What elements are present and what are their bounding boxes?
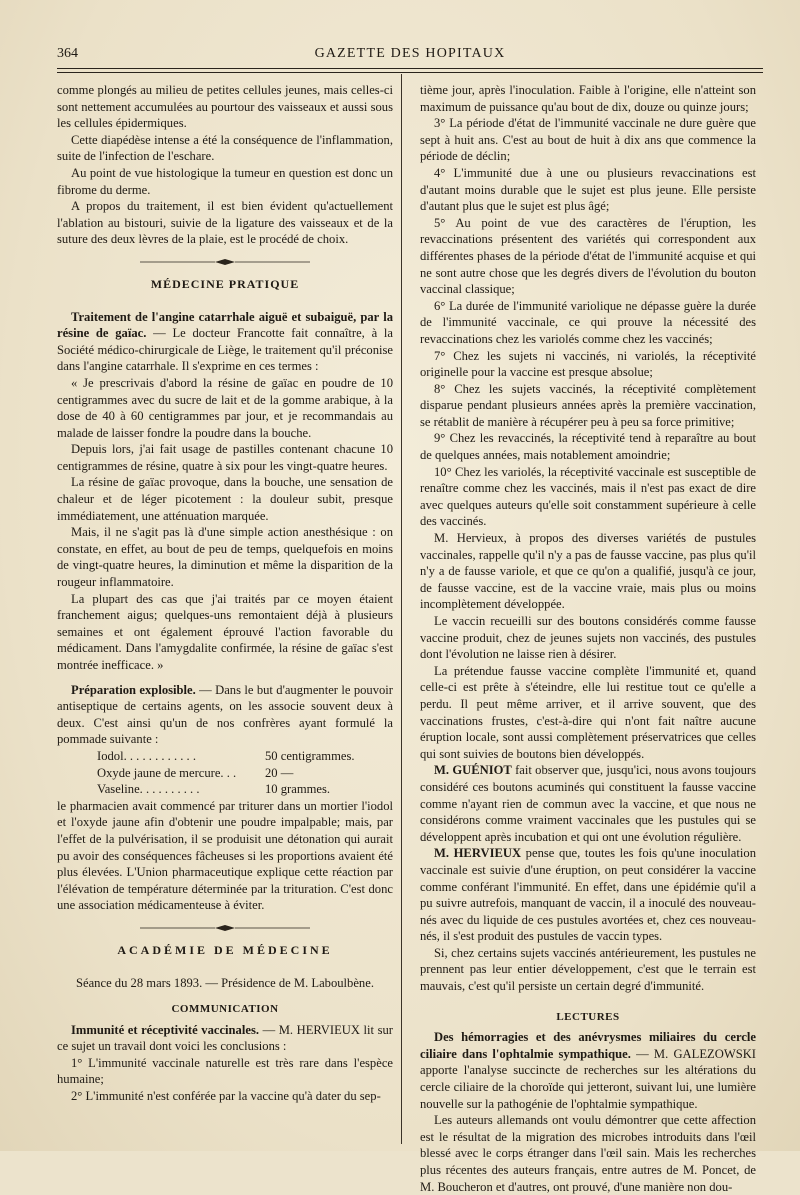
conclusion-item: 4° L'immunité due à une ou plusieurs revaccinations est d'autant moins durable que le sujet est plus jeune. Elle persiste d'autant plus que le sujet est plus âgé; xyxy=(420,165,756,214)
paragraph: Au point de vue histologique la tumeur en question est donc un fibrome du derme. xyxy=(57,165,393,197)
paragraph: M. Hervieux, à propos des diverses variétés de pustules vaccinales, rappelle qu'il n'y a pas de fausse vaccine, pas plus qu'il n'y a de fausse variole, et que ce qu'on a qualifié, jusqu'à ce jour, de fausse vaccine, est de la vaccine vraie, mais plus ou moins incomplètement développée. xyxy=(420,531,756,612)
seance-line: Séance du 28 mars 1893. — Présidence de M. Laboulbène. xyxy=(76,975,374,990)
speaker-name: M. HERVIEUX xyxy=(434,846,522,861)
subheading-communication: COMMUNICATION xyxy=(171,1003,279,1016)
article-title: Des hémorragies et des anévrysmes miliaires du cercle ciliaire dans l'ophtalmie sympathique. xyxy=(420,1030,756,1061)
conclusion-item: 10° Chez les variolés, la réceptivité vaccinale est susceptible de renaître comme chez les vaccinés, mais il n'est pas exact de dire avec quelques auteurs qu'elle soit constamment supérieure à celle des vaccinés. xyxy=(420,464,756,529)
section-heading-medecine: MÉDECINE PRATIQUE xyxy=(150,276,300,291)
article-text: — M. GALEZOWSKI apporte l'analyse succincte de recherches sur les altérations du cercle ciliaire de la choroïde qui jetteront, suivant lui, une lumière nouvelle sur la pathogénie de l'ophtalmie sympathique. xyxy=(420,1046,756,1111)
ingredient: Iodol. . . . . . . . . . . . xyxy=(97,748,196,763)
subheading-lectures: LECTURES xyxy=(556,1010,620,1023)
paragraph-text: pense que, toutes les fois qu'une inoculation vaccinale est suivie d'une éruption, on peut considérer la vaccine comme conférant l'immunité. En effet, dans une épidémie qu'il a pu suivre autrefois, manquant de vaccin, il a inoculé des nouveau-nés avec du liquide de ces pustules avortées et, chez ces nouveau-nés, il s'est produit des pustules de vaccin types. xyxy=(420,846,756,944)
quote-paragraph: La résine de gaïac provoque, dans la bouche, une sensation de chaleur et de léger picotement : la douleur subit, presque immédiatement, une atténuation marquée. xyxy=(57,475,393,523)
conclusion-item: 1° L'immunité vaccinale naturelle est très rare dans l'espèce humaine; xyxy=(57,1055,393,1087)
conclusion-item: 6° La durée de l'immunité variolique ne dépasse guère la durée de l'immunité vaccinale, ce qui prouve la nécessité des revaccinations chez les variolés comme chez les vaccinés; xyxy=(420,298,756,346)
quote-paragraph: Mais, il ne s'agit pas là d'une simple action anesthésique : on constate, en effet, au bout de peu de temps, quelquefois en moins de vingt-quatre heures, la diminution et même la disparition de la rougeur inflammatoire. xyxy=(57,525,393,590)
prescription-line xyxy=(57,781,393,798)
paragraph-gueniot xyxy=(420,762,756,845)
page-number: 364 xyxy=(57,46,78,61)
left-column xyxy=(57,82,393,1105)
speaker-name: M. GUÉNIOT xyxy=(434,763,512,778)
section-heading-academie: ACADÉMIE DE MÉDECINE xyxy=(117,942,333,957)
section-ornament xyxy=(140,258,310,266)
paragraph: A propos du traitement, il est bien évident qu'actuellement l'ablation au bistouri, suivie de la ligature des vaisseaux et de la suture des deux lèvres de la plaie, est le procédé de choix. xyxy=(57,199,393,247)
article-title: Traitement de l'angine catarrhale aiguë et subaiguë, par la résine de gaïac. xyxy=(57,309,393,341)
conclusion-item: 3° La période d'état de l'immunité vaccinale ne dure guère que sept à huit ans. C'est au bout de huit à dix ans que commence la période de déclin; xyxy=(420,116,756,164)
paragraph: Si, chez certains sujets vaccinés antérieurement, les pustules ne prennent pas leur entier développement, c'est que le terrain est mauvais, c'est qu'il persiste un certain degré d'immunité. xyxy=(420,945,756,994)
quote-paragraph: La plupart des cas que j'ai traités par ce moyen étaient franchement aigus; quelques-uns remontaient déjà à plusieurs semaines et ont également éprouvé l'action favorable du médicament. Dans l'amygdalite confirmée, la résine de gaïac s'est montrée inefficace. » xyxy=(57,591,393,672)
article-preparation xyxy=(57,682,393,748)
conclusion-item: 7° Chez les sujets ni vaccinés, ni variolés, la réceptivité originelle pour la vaccine est presque absolue; xyxy=(420,348,756,380)
quote-paragraph: « Je prescrivais d'abord la résine de gaïac en poudre de 10 centigrammes avec du sucre de lait et de la gomme arabique, à la dose de 40 à 60 centigrammes par jour, et je recommandais au malade de laisser fondre la poudre dans la bouche. xyxy=(57,375,393,440)
quantity: 50 centigrammes. xyxy=(265,748,355,763)
article-text: — Dans le but d'augmenter le pouvoir antiseptique de certains agents, on les associe souvent deux à deux. C'est ainsi qu'un de nos confrères ayant formulé la pommade suivante : xyxy=(57,682,394,747)
paragraph: La prétendue fausse vaccine complète l'immunité et, quand celle-ci est prête à s'éteindre, elle lui restitue tout ce qu'elle a perdu. Il peut même arriver, et il arrive souvent, que des vaccinations frustes, c'est-à-dire qui n'ont fait naître aucune éruption locale, sont aussi complètement préservatrices que celles qui sont suivies de boutons bien développés. xyxy=(420,663,756,761)
article-text: — Le docteur Francotte fait connaître, à la Société médico-chirurgicale de Liège, le traitement qu'il préconise dans l'angine catarrhale. Il s'exprime en ces termes : xyxy=(57,326,393,374)
header-rule xyxy=(57,68,763,69)
article-immunite xyxy=(57,1022,393,1055)
article-hemorragies xyxy=(420,1029,756,1112)
prescription-line xyxy=(57,748,393,765)
article-title: Immunité et réceptivité vaccinales. xyxy=(71,1022,259,1037)
right-column xyxy=(420,82,756,1195)
journal-title: GAZETTE DES HOPITAUX xyxy=(314,46,506,61)
article-title: Préparation explosible. xyxy=(71,682,196,697)
paragraph-text: fait observer que, jusqu'ici, nous avons toujours considéré ces boutons acuminés qui constituent la fausse vaccine comme n'ayant rien de commun avec la vaccine, et que nous ne considérons comme vraiment vaccinales que les pustules qui se développent après incubation et qui ont une évolution régulière. xyxy=(420,763,757,844)
conclusion-item: 9° Chez les revaccinés, la réceptivité tend à reparaître au bout de quelques années, mais notablement amoindrie; xyxy=(420,431,756,463)
paragraph: Les auteurs allemands ont voulu démontrer que cette affection est le résultat de la migration des microbes introduits dans l'œil blessé avec le corps étranger dans l'œil sain. Mais les recherches plus récentes des auteurs français, entre autres de M. Poncet, de M. Boucheron et d'autres, ont prouvé, d'une manière non dou- xyxy=(420,1113,756,1194)
paragraph-hervieux xyxy=(420,845,756,945)
paragraph: Le vaccin recueilli sur des boutons considérés comme fausse vaccine produit, chez de jeunes sujets non vaccinés, des pustules dont l'évolution ne laisse rien à désirer. xyxy=(420,614,756,662)
ingredient: Oxyde jaune de mercure. . . xyxy=(97,765,237,780)
prescription-line xyxy=(57,765,393,782)
conclusion-item: 5° Au point de vue des caractères de l'éruption, les revaccinations présentent des variétés qui correspondent aux différentes phases de la période d'état de l'immunité acquise et qui ne sont autre chose que les degrés divers de l'évolution du bouton vaccinal classique; xyxy=(420,215,756,297)
column-divider xyxy=(401,74,402,1144)
paragraph: le pharmacien avait commencé par triturer dans un mortier l'iodol et l'oxyde jaune afin d'obtenir une poudre impalpable; mais, par l'effet de la pulvérisation, il se produisit une détonation qui aurait pu avoir des conséquences fâcheuses si les proportions avaient été plus élevées. L'Union pharmaceutique explique cette réaction par l'élévation de température déterminée par la trituration. C'est donc une association médicamenteuse à éviter. xyxy=(57,798,393,913)
quote-paragraph: Depuis lors, j'ai fait usage de pastilles contenant chacune 10 centigrammes de résine, quatre à six pour les vingt-quatre heures. xyxy=(57,442,393,473)
header-rule-double xyxy=(57,72,763,73)
quantity: 10 grammes. xyxy=(265,782,331,797)
article-angine xyxy=(57,309,393,375)
paragraph: Cette diapédèse intense a été la conséquence de l'inflammation, suite de l'infection de l'eschare. xyxy=(57,132,393,164)
article-text: — M. HERVIEUX lit sur ce sujet un travail dont voici les conclusions : xyxy=(57,1022,394,1054)
page-header xyxy=(57,44,763,66)
quantity: 20 — xyxy=(265,765,294,780)
conclusion-item: 2° L'immunité n'est conférée par la vaccine qu'à dater du sep- xyxy=(71,1089,381,1104)
conclusion-item: 8° Chez les sujets vaccinés, la réceptivité complètement disparue pendant plusieurs années après la première vaccination, se rétablit de manière à récupérer peu à peu sa force primitive; xyxy=(420,381,756,429)
paragraph: tième jour, après l'inoculation. Faible à l'origine, elle n'atteint son maximum de puissance qu'au bout de dix, douze ou quinze jours; xyxy=(420,83,756,114)
paragraph: comme plongés au milieu de petites cellules jeunes, mais celles-ci sont nettement accumulées au pourtour des vaisseaux et aussi sous les cellules épidermiques. xyxy=(57,83,393,131)
section-ornament xyxy=(140,924,310,932)
ingredient: Vaseline. . . . . . . . . . xyxy=(97,782,200,797)
